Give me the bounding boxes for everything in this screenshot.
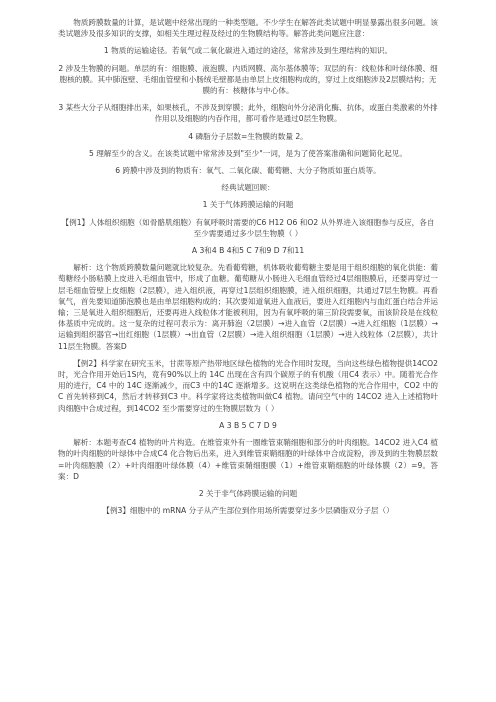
example-3-question: 【例3】细胞中的 mRNA 分子从产生部位到作用场所需要穿过多少层磷脂双分子层（）: [102, 506, 394, 516]
section-1-heading: 1 关于气体跨膜运输的问题: [202, 200, 294, 210]
point-3: 3 某些大分子从细胞排出来，如果核孔，不涉及到穿膜；此外，细胞向外分泌消化酶、抗体，或蛋白类激素的外排作用以及细胞的内吞作用，都可看作是通过0层生物膜。: [58, 103, 438, 124]
point-4: 4 磷脂分子层数=生物膜的数量 2。: [188, 131, 308, 141]
point-6: 6 跨膜中涉及到的物质有：氧气、二氧化碳、葡萄糖、大分子物质如蛋白质等。: [115, 166, 381, 176]
point-2: 2 涉及生物膜的问题。单层的有：细胞膜、液泡膜、内质网膜、高尔基体膜等；双层的有：线粒体和叶绿体膜、细胞核的膜。其中肺泡壁、毛细血管壁和小肠绒毛壁都是由单层上皮细胞构成的，穿过上皮细胞涉及2层膜结构；无膜的有：核糖体与中心体。: [58, 63, 438, 96]
section-2-heading: 2 关于非气体跨膜运输的问题: [198, 488, 298, 498]
example-1-analysis: 解析：这个物质跨膜数量问题就比较复杂。先看葡萄糖，机体吸收葡萄糖主要是用于组织细胞的氧化供能：葡萄糖经小肠粘膜上皮进入毛细血管中，形成了血糖。葡萄糖从小肠进入毛细血管经过4层细胞膜后，还要再穿过一层毛细血管壁上皮细胞（2层膜），进入组织液，再穿过1层组织细胞膜，进入组织细胞，共通过7层生物膜。再看氧气，首先要知道肺泡膜也是由单层细胞构成的；其次要知道氧进入血液后，要进入红细胞内与血红蛋白结合并运输；三是氧进入组织细胞后，还要再进入线粒体才能被利用，因为有氧呼吸的第三阶段需要氧，而该阶段是在线粒体基质中完成的。这一复杂的过程可表示为：离开肺泡（2层膜）→进入血管（2层膜）→进入红细胞（1层膜）→运输到组织器官→出红细胞（1层膜）→出血管（2层膜）→进入组织细胞（1层膜）→进入线粒体（2层膜），共计 11层生物膜。答案D: [58, 263, 438, 351]
review-heading: 经典试题回顾：: [221, 183, 275, 193]
intro-paragraph: 物质跨膜数量的计算，是试题中经常出现的一种类型题。不少学生在解答此类试题中明显暴露出很多问题。该类试题涉及很多知识的支撑，如相关生理过程及经过的生物膜结构等。解答此类问题应注意：: [58, 18, 438, 39]
example-2-options: A 3 B 5 C 7 D 9: [219, 420, 277, 430]
example-1-options: A 3和4 B 4和5 C 7和9 D 7和11: [191, 246, 305, 256]
point-5: 5 理解至少的含义。在该类试题中常常涉及到"至少"一词，是为了使答案准确和问题简化起见。: [89, 148, 407, 158]
example-2-question: 【例2】科学家在研究玉米，甘蔗等原产热带地区绿色植物的光合作用时发现，当向这些绿色植物提供14CO2时，光合作用开始后1S内，竟有90%以上的 14C 出现在含有四个碳原子的有机酸（用C4 表示）中。随着光合作用的进行，C4 中的 14C 逐渐减少，而C3 中的14C 逐渐增多。这说明在这类绿色植物的光合作用中，CO2 中的C 首先转移到C4，然后才转移到C3 中。科学家将这类植物叫做C4 植物。请问空气中的 14CO2 进入上述植物叶肉细胞中合成过程，到14CO2 至少需要穿过的生物膜层数为（ ）: [58, 358, 438, 413]
example-1-question: 【例1】人体组织细胞（如骨骼肌细胞）有氧呼吸时需要的C6 H12 O6 和O2 从外界进入该细胞参与反应，各自至少需要通过多少层生物膜（ ）: [61, 217, 435, 238]
example-2-analysis: 解析：本题考查C4 植物的叶片构造。在维管束外有一圈维管束鞘细胞和部分的叶肉细胞。14CO2 进入C4 植物的叶肉细胞的叶绿体中合成C4 化合物后出来，进入到维管束鞘细胞的叶绿体中合成淀粉，涉及到的生物膜层数=叶肉细胞膜（2）+叶肉细胞叶绿体膜（4）+维管束鞘细胞膜（1）+维管束鞘细胞的叶绿体膜（2）=9。答案：D: [58, 438, 438, 481]
point-1: 1 物质的运输途径。若氧气或二氧化碳进入通过的途径，常常涉及到生理结构的知识。: [103, 46, 393, 56]
